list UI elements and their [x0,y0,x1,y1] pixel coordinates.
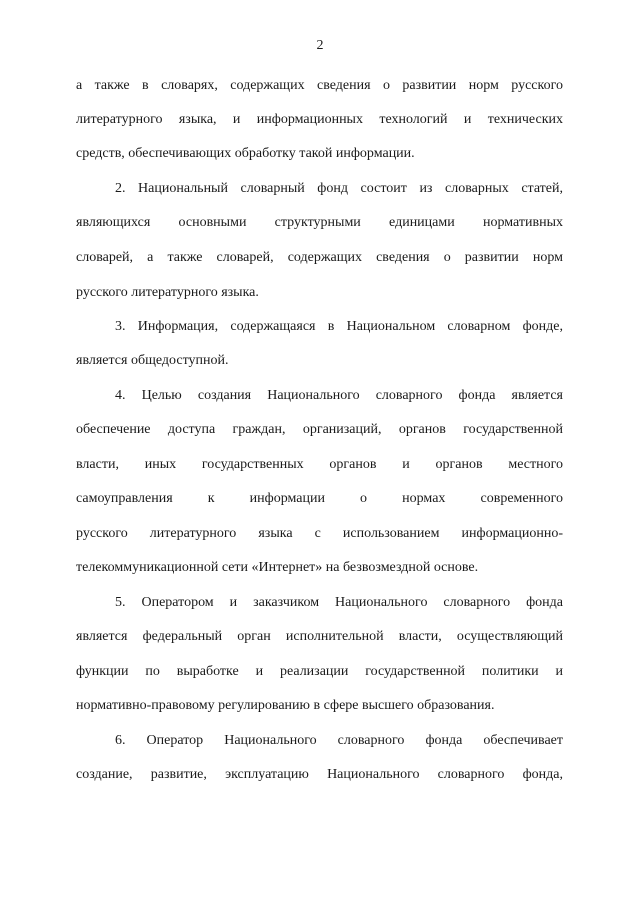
text-line: телекоммуникационной сети «Интернет» на безвозмездной основе. [76,560,479,575]
text-line: русского литературного языка с использованием информационно- [76,526,563,541]
text-line: самоуправления к информации о нормах современного [76,491,563,506]
text-line: является общедоступной. [76,353,229,368]
text-line: 4. Целью создания Национального словарного фонда является [115,388,563,403]
text-line: средств, обеспечивающих обработку такой информации. [76,146,415,161]
text-line: являющихся основными структурными единицами нормативных [76,215,563,230]
text-line: создание, развитие, эксплуатацию Национального словарного фонда, [76,767,563,782]
text-line: обеспечение доступа граждан, организаций, органов государственной [76,422,563,437]
text-line: 6. Оператор Национального словарного фонда обеспечивает [115,733,563,748]
text-line: литературного языка, и информационных технологий и технических [76,112,563,127]
text-line: словарей, а также словарей, содержащих сведения о развитии норм [76,250,563,265]
text-line: функции по выработке и реализации государственной политики и [76,664,563,679]
text-line: власти, иных государственных органов и органов местного [76,457,563,472]
text-line: нормативно-правовому регулированию в сфере высшего образования. [76,698,495,713]
text-line: является федеральный орган исполнительной власти, осуществляющий [76,629,563,644]
text-line: 3. Информация, содержащаяся в Национальном словарном фонде, [115,319,563,334]
text-line: 5. Оператором и заказчиком Национального словарного фонда [115,595,563,610]
text-line: 2. Национальный словарный фонд состоит из словарных статей, [115,181,563,196]
text-line: а также в словарях, содержащих сведения о развитии норм русского [76,78,563,93]
text-line: русского литературного языка. [76,285,259,300]
page-number: 2 [316,38,324,53]
